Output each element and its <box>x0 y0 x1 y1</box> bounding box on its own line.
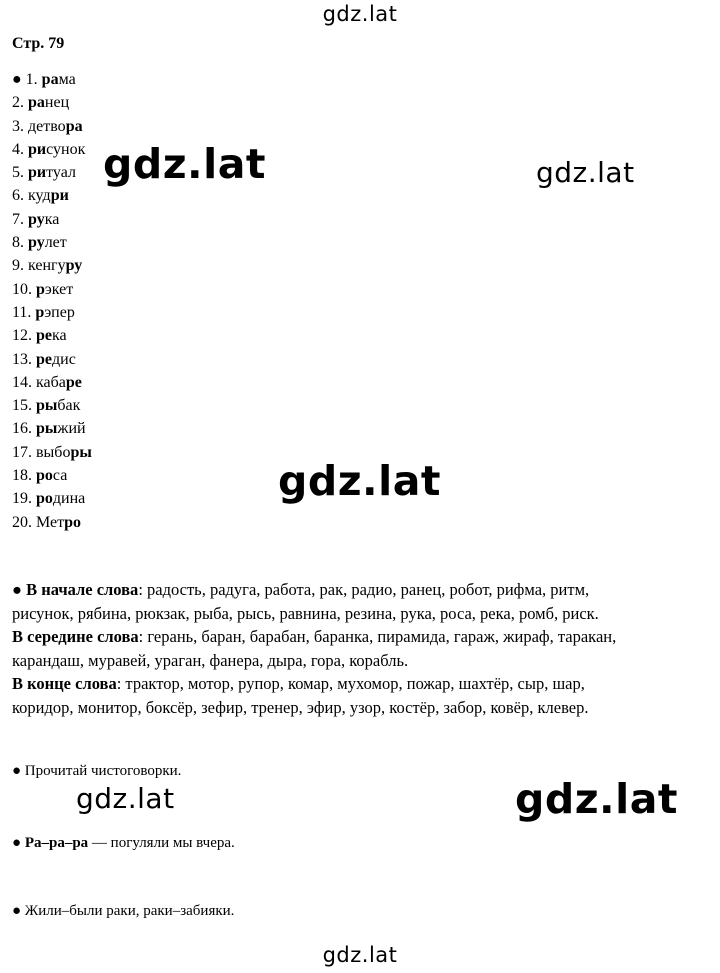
word-part: нец <box>44 94 70 112</box>
exercise-instruction: ● Прочитай чистоговорки. <box>12 763 182 779</box>
tongue-twister-1 <box>12 835 235 852</box>
word-syllable-bold: ро <box>36 467 53 485</box>
word-part: Мет <box>36 513 65 531</box>
tongue-twister-1-bold: Ра–ра–ра <box>24 835 89 851</box>
tongue-twister-1-bullet: ● <box>12 835 25 851</box>
group-end-line-2: коридор, монитор, боксёр, зефир, тренер, эфир, узор, костёр, забор, ковёр, клевер. <box>12 697 589 717</box>
word-number: 6. <box>12 187 28 205</box>
word-syllable-bold: р <box>36 280 45 298</box>
word-list-item <box>12 91 92 114</box>
word-part: бак <box>57 397 81 415</box>
group-start-line-2: рисунок, рябина, рюкзак, рыба, рысь, равнина, резина, рука, роса, река, ромб, риск. <box>12 603 599 623</box>
word-part: дис <box>52 350 76 368</box>
word-list <box>12 68 92 534</box>
word-number: 11. <box>12 303 36 321</box>
word-part: лет <box>44 234 67 252</box>
group-middle-label: В середине слова <box>12 627 139 646</box>
watermark-overlay: gdz.lat <box>103 140 266 188</box>
watermark-top: gdz.lat <box>322 2 398 26</box>
word-list-item <box>12 511 92 534</box>
word-syllable-bold: ра <box>65 117 83 135</box>
word-part: детво <box>28 117 66 135</box>
word-number: 7. <box>12 210 28 228</box>
watermark-overlay: gdz.lat <box>536 156 635 189</box>
word-number: 4. <box>12 140 28 158</box>
word-list-item <box>12 68 92 91</box>
word-part: выбо <box>36 443 71 461</box>
word-syllable-bold: ры <box>70 443 92 461</box>
word-syllable-bold: ри <box>28 140 47 158</box>
word-list-item <box>12 417 92 440</box>
word-list-item <box>12 138 92 161</box>
word-number: 3. <box>12 117 28 135</box>
word-syllable-bold: ре <box>36 350 52 368</box>
word-number: 15. <box>12 397 36 415</box>
group-end-text: : трактор, мотор, рупор, комар, мухомор, пожар, шахтёр, сыр, шар, <box>116 674 585 693</box>
word-number: 5. <box>12 164 28 182</box>
word-part: дина <box>52 490 86 508</box>
group-start-line-1 <box>12 578 712 602</box>
group-middle-line-2: карандаш, муравей, ураган, фанера, дыра, гора, корабль. <box>12 650 409 670</box>
word-syllable-bold: ру <box>65 257 83 275</box>
word-list-item <box>12 464 92 487</box>
group-middle-text: : герань, баран, барабан, баранка, пирамида, гараж, жираф, таракан, <box>138 627 617 646</box>
word-part: туал <box>46 164 76 182</box>
word-list-item <box>12 348 92 371</box>
watermark-overlay: gdz.lat <box>278 457 441 505</box>
word-number: 18. <box>12 467 36 485</box>
tongue-twister-1-rest: — погуляли мы вчера. <box>88 835 235 851</box>
word-number: 9. <box>12 257 28 275</box>
word-number: 19. <box>12 490 36 508</box>
word-syllable-bold: ро <box>64 513 82 531</box>
word-part: эпер <box>44 303 75 321</box>
word-syllable-bold: ре <box>36 327 52 345</box>
word-part: кенгу <box>28 257 66 275</box>
word-syllable-bold: ри <box>50 187 69 205</box>
word-list-item <box>12 231 92 254</box>
word-number: 12. <box>12 327 36 345</box>
watermark-overlay: gdz.lat <box>76 782 175 815</box>
word-number: 2. <box>12 94 28 112</box>
group-end-line-1 <box>12 672 712 696</box>
word-number: 13. <box>12 350 36 368</box>
word-part: каба <box>36 373 66 391</box>
word-number: 8. <box>12 234 28 252</box>
word-number: ● 1. <box>12 71 42 88</box>
group-middle-line-1 <box>12 625 712 649</box>
word-list-item <box>12 394 92 417</box>
syllable-position-groups <box>12 578 712 719</box>
word-number: 17. <box>12 443 36 461</box>
watermark-bottom: gdz.lat <box>322 943 398 967</box>
word-list-item <box>12 487 92 510</box>
page-label: Стр. 79 <box>12 35 65 52</box>
word-list-item <box>12 278 92 301</box>
watermark-overlay: gdz.lat <box>515 775 678 823</box>
word-syllable-bold: ры <box>36 397 58 415</box>
word-part: ка <box>44 210 60 228</box>
word-syllable-bold: ру <box>28 234 45 252</box>
word-number: 16. <box>12 420 36 438</box>
word-syllable-bold: ры <box>36 420 58 438</box>
group-end-label: В конце слова <box>12 674 117 693</box>
word-list-item <box>12 161 92 184</box>
word-number: 10. <box>12 280 36 298</box>
word-part: са <box>52 467 68 485</box>
word-syllable-bold: ра <box>41 71 59 88</box>
word-list-item <box>12 254 92 277</box>
tongue-twister-2: ● Жили–были раки, раки–забияки. <box>12 903 235 919</box>
word-syllable-bold: р <box>35 303 45 321</box>
word-list-item <box>12 301 92 324</box>
word-part: куд <box>28 187 51 205</box>
word-part: жий <box>57 420 86 438</box>
word-part: сунок <box>46 140 86 158</box>
word-number: 20. <box>12 513 36 531</box>
word-syllable-bold: ри <box>28 164 47 182</box>
word-list-item <box>12 371 92 394</box>
word-syllable-bold: ра <box>28 94 45 112</box>
word-syllable-bold: ре <box>65 373 82 391</box>
word-list-item <box>12 184 92 207</box>
word-part: ма <box>58 71 76 88</box>
word-part: ка <box>52 327 67 345</box>
word-number: 14. <box>12 373 36 391</box>
word-list-item <box>12 115 92 138</box>
word-list-item <box>12 324 92 347</box>
word-list-item <box>12 208 92 231</box>
word-part: экет <box>44 280 74 298</box>
group-start-label: ● В начале слова <box>12 580 139 599</box>
word-syllable-bold: ру <box>28 210 45 228</box>
word-list-item <box>12 441 92 464</box>
group-start-text: : радость, радуга, работа, рак, радио, ранец, робот, рифма, ритм, <box>138 580 590 599</box>
word-syllable-bold: ро <box>36 490 53 508</box>
